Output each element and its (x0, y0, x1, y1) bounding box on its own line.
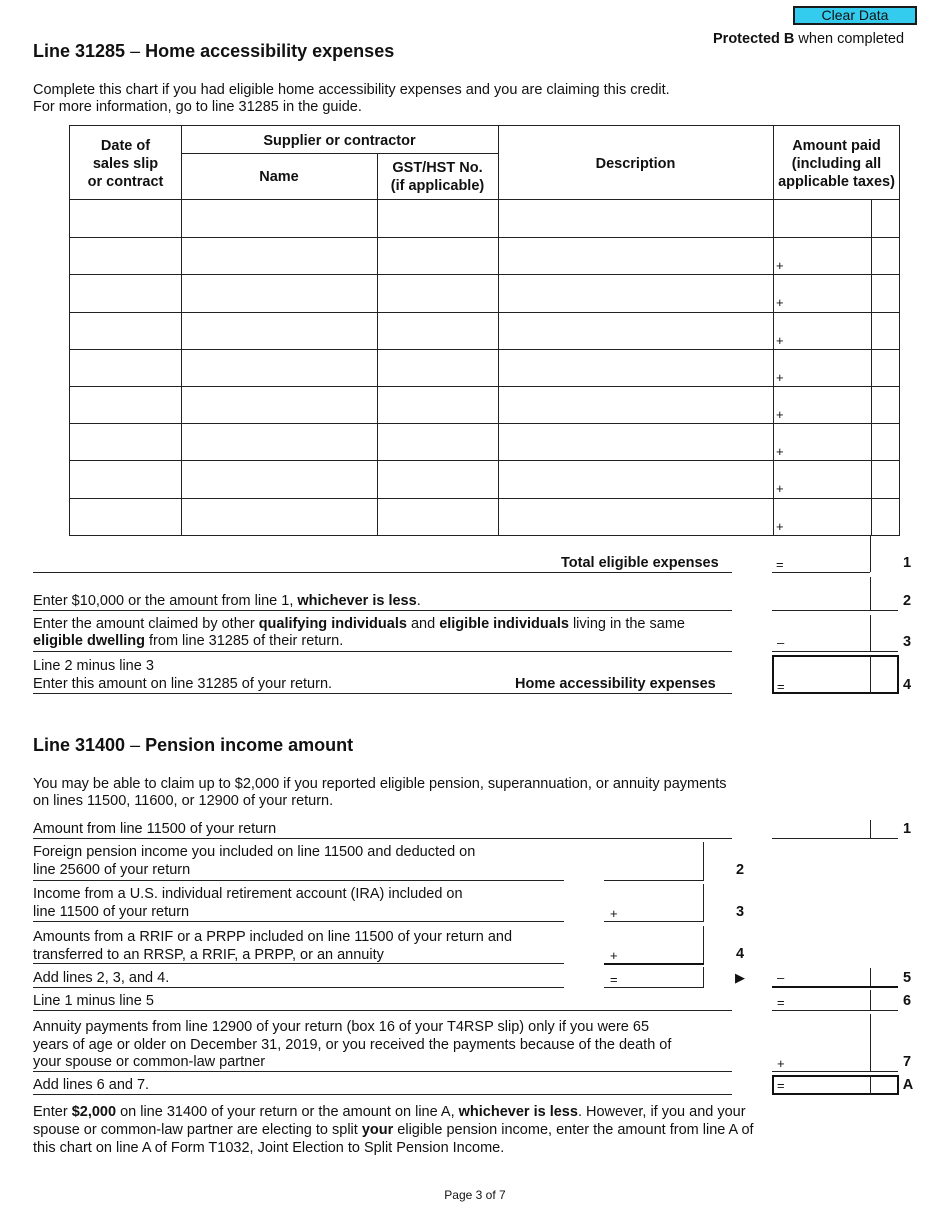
pension-line-number-7: 7 (902, 1054, 912, 1070)
header-amount-line3: applicable taxes) (778, 174, 895, 190)
row-plus-operator: + (776, 258, 784, 273)
cell-gst-input[interactable] (378, 350, 498, 385)
pension-line7-label-c: your spouse or common-law partner (33, 1054, 266, 1070)
cell-amount-input[interactable] (774, 424, 871, 459)
header-gst (377, 159, 498, 195)
header-amount-line1: Amount paid (792, 138, 881, 154)
pension-line1-amount-field[interactable] (772, 838, 898, 839)
cell-cents-input[interactable] (872, 499, 899, 534)
cell-cents-input[interactable] (872, 275, 899, 310)
cell-date-input[interactable] (70, 275, 181, 310)
total-eligible-label: Total eligible expenses (561, 555, 719, 571)
row-plus-operator: + (776, 444, 784, 459)
cell-description-input[interactable] (499, 350, 773, 385)
page-number: Page 3 of 7 (444, 1188, 506, 1202)
cell-date-input[interactable] (70, 461, 181, 496)
table-row (70, 460, 899, 497)
pension-line7-rule (33, 1071, 732, 1072)
cell-gst-input[interactable] (378, 201, 498, 236)
pension-line5-label: Add lines 2, 3, and 4. (33, 970, 170, 986)
line3-g: from line 31285 of their return. (145, 633, 344, 649)
footer-f: spouse or common-law partner are electing to split (33, 1122, 362, 1138)
pension-line5-cents-divider (870, 968, 871, 986)
line3-cents-divider (870, 615, 871, 651)
cell-description-input[interactable] (499, 424, 773, 459)
line4-rule (33, 693, 732, 694)
pension-line5-inner-field[interactable] (604, 987, 704, 988)
cell-description-input[interactable] (499, 313, 773, 348)
cell-gst-input[interactable] (378, 424, 498, 459)
cell-name-input[interactable] (182, 313, 377, 348)
section2-line-number: Line 31400 (33, 735, 126, 755)
cell-date-input[interactable] (70, 499, 181, 534)
pension-line1-cents-divider (870, 820, 871, 838)
pension-line-number-1: 1 (902, 821, 912, 837)
table-row (70, 312, 899, 349)
line3-e: living in the same (568, 616, 685, 632)
pension-line3-rule (33, 921, 564, 922)
cell-name-input[interactable] (182, 350, 377, 385)
cell-description-input[interactable] (499, 499, 773, 534)
line3-f: eligible dwelling (33, 633, 145, 649)
cell-name-input[interactable] (182, 461, 377, 496)
row-plus-operator: + (776, 295, 784, 310)
cell-description-input[interactable] (499, 201, 773, 236)
pension-line7-label-a: Annuity payments from line 12900 of your return (box 16 of your T4RSP slip) only if you were 65 (33, 1019, 650, 1035)
cell-cents-input[interactable] (872, 387, 899, 422)
line4-label-part2: Enter this amount on line 31285 of your return. (33, 676, 333, 692)
pension-line4-operator: + (610, 948, 618, 963)
line1-rule (33, 572, 732, 573)
footer-g: your (361, 1122, 394, 1138)
row-plus-operator: + (776, 481, 784, 496)
pension-line6-operator: = (777, 995, 785, 1010)
line4-amount-field[interactable] (772, 655, 899, 694)
cell-amount-input[interactable] (774, 201, 871, 236)
pension-line1-label: Amount from line 11500 of your return (33, 821, 277, 837)
pension-line2-rule (33, 880, 564, 881)
header-name: Name (259, 169, 299, 185)
footer-c: on line 31400 of your return or the amount on line A, (116, 1104, 459, 1120)
cell-name-input[interactable] (182, 424, 377, 459)
section2-intro-line2: on lines 11500, 11600, or 12900 of your return. (33, 793, 334, 809)
cell-amount-input[interactable] (774, 238, 871, 273)
pension-line-number-3: 3 (735, 904, 745, 920)
pension-line3-operator: + (610, 906, 618, 921)
cell-description-input[interactable] (499, 387, 773, 422)
cell-date-input[interactable] (70, 313, 181, 348)
line3-label-part2 (33, 633, 343, 650)
cell-amount-input[interactable] (774, 275, 871, 310)
cell-amount-input[interactable] (774, 350, 871, 385)
pension-line5-inner-border (703, 967, 704, 987)
cell-date-input[interactable] (70, 238, 181, 273)
cell-gst-input[interactable] (378, 499, 498, 534)
line2-amount-field[interactable] (772, 610, 898, 611)
pension-line6-cents-divider (870, 990, 871, 1010)
line4-label-part1: Line 2 minus line 3 (33, 658, 154, 674)
pension-line3-label-a: Income from a U.S. individual retirement account (IRA) included on (33, 886, 463, 902)
table-row (70, 386, 899, 423)
pension-line4-label-a: Amounts from a RRIF or a PRPP included on line 11500 of your return and (33, 929, 513, 945)
cell-cents-input[interactable] (872, 350, 899, 385)
pension-line6-label: Line 1 minus line 5 (33, 993, 154, 1009)
pension-lineA-rule (33, 1094, 732, 1095)
line1-amount-field[interactable] (772, 572, 870, 573)
section1-title-text: Home accessibility expenses (145, 41, 395, 61)
cell-amount-input[interactable] (774, 499, 871, 534)
line2-cents-divider (870, 577, 871, 610)
pension-line-number-4: 4 (735, 946, 745, 962)
header-supplier: Supplier or contractor (263, 133, 416, 149)
pension-line5-inner-operator: = (610, 972, 618, 987)
line3-c: and (406, 616, 440, 632)
cell-cents-input[interactable] (872, 313, 899, 348)
footer-a: Enter (33, 1104, 72, 1120)
header-amount (773, 137, 900, 191)
header-date-line1: Date of (100, 138, 151, 154)
header-date (70, 137, 181, 191)
pension-line7-amount-field[interactable] (772, 1071, 898, 1072)
header-date-line2: sales slip (92, 156, 159, 172)
line-number-3: 3 (902, 634, 912, 650)
header-amount-line2: (including all (791, 156, 882, 172)
header-gst-line1: GST/HST No. (392, 160, 483, 176)
pension-line4-label-b: transferred to an RRSP, a RRIF, a PRPP, or an annuity (33, 947, 384, 963)
section1-intro-line2: For more information, go to line 31285 in the guide. (33, 99, 362, 115)
line-number-4: 4 (902, 677, 912, 693)
row-plus-operator: + (776, 333, 784, 348)
footer-d: whichever is less (458, 1104, 578, 1120)
cell-date-input[interactable] (70, 387, 181, 422)
line1-cents-divider (870, 536, 871, 572)
pension-line2-right-border (703, 842, 704, 880)
cell-date-input[interactable] (70, 350, 181, 385)
cell-gst-input[interactable] (378, 313, 498, 348)
cell-gst-input[interactable] (378, 238, 498, 273)
protected-status-bold: Protected B (713, 31, 795, 47)
pension-instruction-line1 (33, 1104, 746, 1121)
pension-line4-right-border (703, 926, 704, 963)
line3-operator: – (777, 635, 785, 650)
pension-line3-label-b: line 11500 of your return (33, 904, 190, 920)
cell-name-input[interactable] (182, 387, 377, 422)
pension-lineA-cents-divider (870, 1075, 871, 1095)
table-row (70, 237, 899, 274)
section1-dash: – (125, 41, 146, 61)
cell-amount-input[interactable] (774, 313, 871, 348)
footer-e: . However, if you and your (577, 1104, 746, 1120)
table-row (70, 423, 899, 460)
cell-cents-input[interactable] (872, 238, 899, 273)
table-row (70, 349, 899, 386)
cell-description-input[interactable] (499, 461, 773, 496)
cell-description-input[interactable] (499, 238, 773, 273)
cell-gst-input[interactable] (378, 387, 498, 422)
line3-a: Enter the amount claimed by other (33, 616, 259, 632)
line2-text: Enter $10,000 or the amount from line 1, (33, 593, 298, 609)
pension-line4-amount-field[interactable] (604, 963, 704, 965)
clear-data-button[interactable]: Clear Data (793, 6, 917, 25)
cell-cents-input[interactable] (872, 461, 899, 496)
pension-line-number-6: 6 (902, 993, 912, 1009)
footer-b: $2,000 (71, 1104, 117, 1120)
pension-line3-right-border (703, 884, 704, 921)
cell-date-input[interactable] (70, 424, 181, 459)
pension-line6-rule (33, 1010, 732, 1011)
row-plus-operator: + (776, 519, 784, 534)
cell-amount-input[interactable] (774, 461, 871, 496)
line-number-2: 2 (902, 593, 912, 609)
row-plus-operator: + (776, 370, 784, 385)
pension-line-letter-A: A (902, 1077, 914, 1093)
header-gst-line2: (if applicable) (390, 178, 485, 194)
cell-name-input[interactable] (182, 499, 377, 534)
section2-title-text: Pension income amount (145, 735, 354, 755)
section2-intro-line1: You may be able to claim up to $2,000 if you reported eligible pension, superannuation, or annuity payments (33, 776, 727, 792)
pension-line1-rule (33, 838, 732, 839)
pension-line2-label-a: Foreign pension income you included on line 11500 and deducted on (33, 844, 476, 860)
section-title-home-accessibility (33, 41, 394, 62)
cell-description-input[interactable] (499, 275, 773, 310)
line3-label-part1 (33, 616, 685, 633)
pension-line6-amount-field[interactable] (772, 1010, 898, 1011)
line4-label-home-accessibility: Home accessibility expenses (515, 676, 716, 692)
arrow-right-icon: ▶ (735, 970, 745, 985)
section-title-pension-income (33, 735, 353, 756)
section1-intro-line1: Complete this chart if you had eligible home accessibility expenses and you are claiming this credit. (33, 82, 670, 98)
cell-date-input[interactable] (70, 201, 181, 236)
expenses-table (69, 125, 900, 536)
protected-status (713, 31, 904, 48)
line2-bold: whichever is less (297, 593, 417, 609)
pension-lineA-label: Add lines 6 and 7. (33, 1077, 150, 1093)
pension-instruction-line3: this chart on line A of Form T1032, Joint Election to Split Pension Income. (33, 1140, 505, 1156)
pension-line7-cents-divider (870, 1014, 871, 1071)
cell-gst-input[interactable] (378, 275, 498, 310)
row-plus-operator: + (776, 407, 784, 422)
cell-name-input[interactable] (182, 275, 377, 310)
line3-amount-field[interactable] (772, 651, 898, 652)
line3-d: eligible individuals (439, 616, 569, 632)
line-number-1: 1 (902, 555, 912, 571)
protected-status-rest: when completed (794, 31, 905, 47)
table-row (70, 274, 899, 311)
pension-lineA-amount-field[interactable] (772, 1075, 899, 1095)
pension-line7-operator: + (777, 1056, 785, 1071)
pension-lineA-operator: = (777, 1078, 785, 1093)
pension-line-number-2: 2 (735, 862, 745, 878)
header-date-line3: or contract (87, 174, 164, 190)
section1-line-number: Line 31285 (33, 41, 126, 61)
line3-rule (33, 651, 732, 652)
line3-b: qualifying individuals (258, 616, 407, 632)
cell-name-input[interactable] (182, 238, 377, 273)
pension-line5-operator: – (777, 970, 785, 985)
footer-h: eligible pension income, enter the amount from line A of (393, 1122, 754, 1138)
table-row (70, 498, 899, 535)
line2-label (33, 593, 421, 610)
pension-line5-amount-field[interactable] (772, 986, 898, 988)
cell-cents-input[interactable] (872, 201, 899, 236)
cell-cents-input[interactable] (872, 424, 899, 459)
pension-line2-amount-field[interactable] (604, 880, 704, 881)
pension-instruction-line2 (33, 1122, 754, 1139)
cell-gst-input[interactable] (378, 461, 498, 496)
table-row (70, 200, 899, 237)
line1-operator: = (776, 557, 784, 572)
pension-line4-rule (33, 963, 564, 964)
line4-cents-divider (870, 655, 871, 694)
pension-line3-amount-field[interactable] (604, 921, 704, 922)
supplier-header-divider (181, 153, 499, 154)
line2-rule (33, 610, 732, 611)
pension-line5-rule (33, 987, 564, 988)
header-description: Description (595, 156, 676, 172)
pension-line-number-5: 5 (902, 970, 912, 986)
section2-dash: – (125, 735, 146, 755)
cell-name-input[interactable] (182, 201, 377, 236)
pension-line7-label-b: years of age or older on December 31, 2019, or you received the payments because of the death of (33, 1037, 672, 1053)
pension-line2-label-b: line 25600 of your return (33, 862, 191, 878)
line2-end: . (416, 593, 421, 609)
cell-amount-input[interactable] (774, 387, 871, 422)
line4-operator: = (777, 679, 785, 694)
